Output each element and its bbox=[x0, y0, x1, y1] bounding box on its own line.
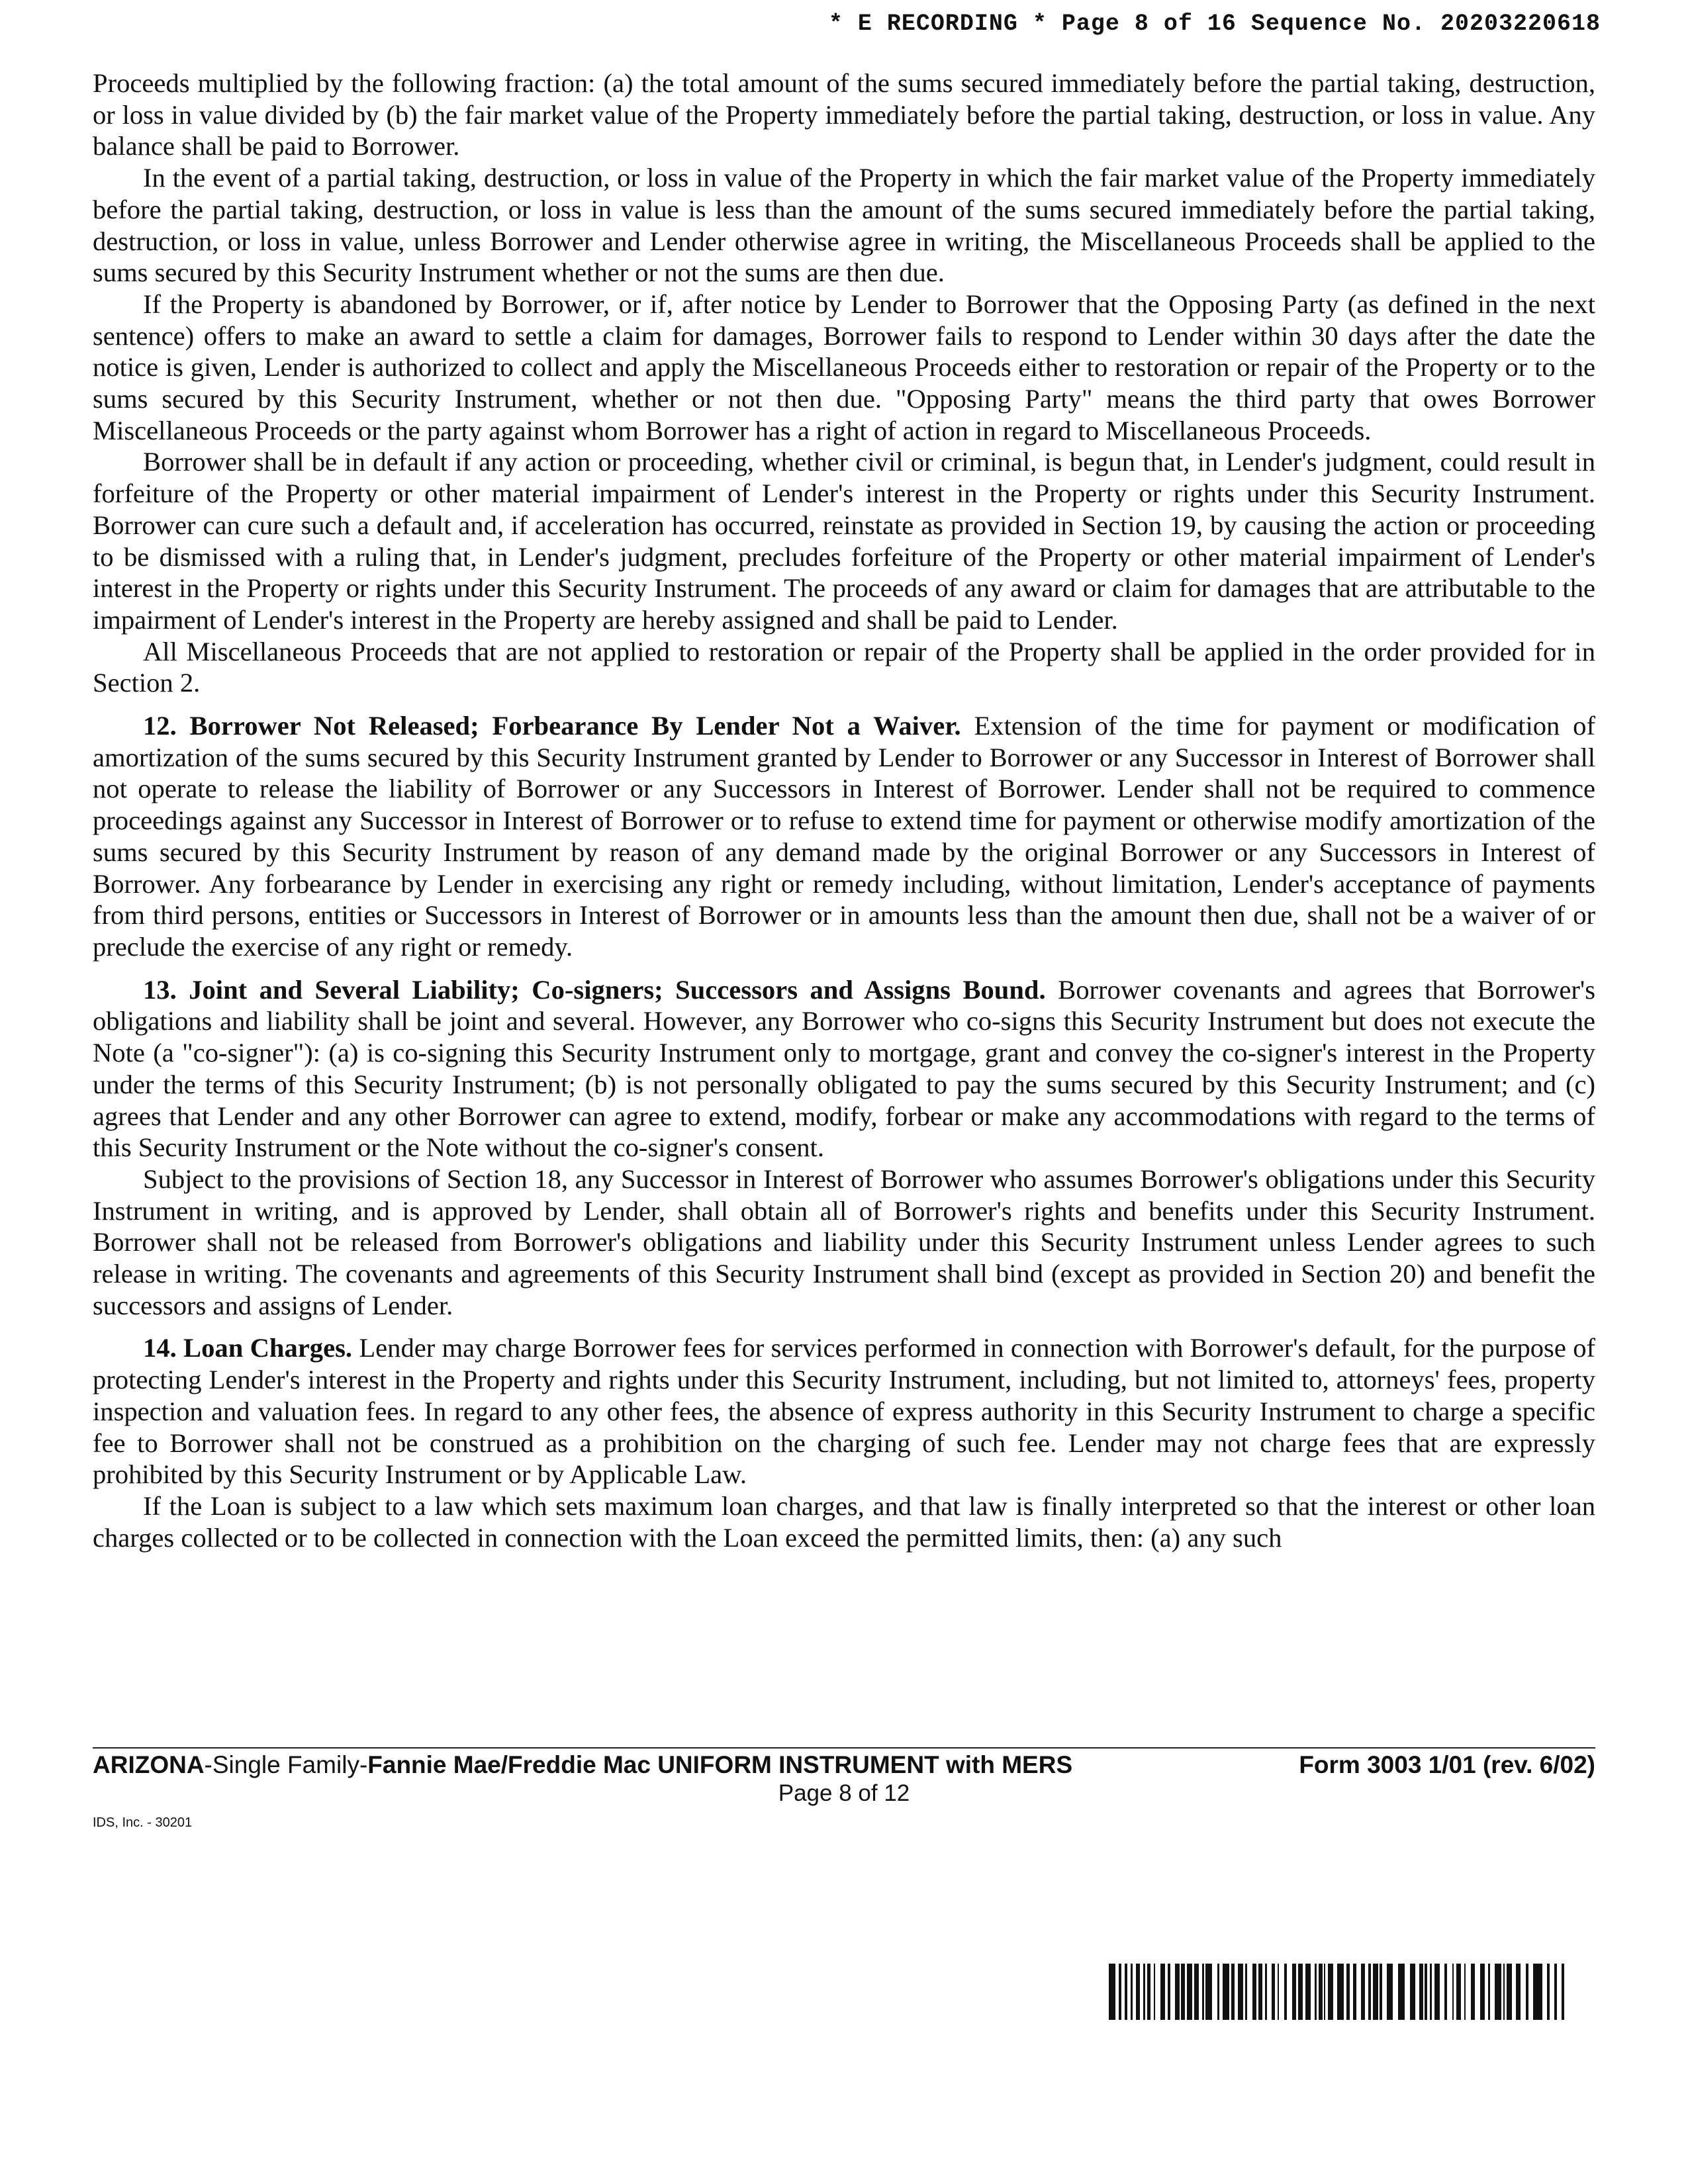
barcode-bar bbox=[1119, 1964, 1121, 2020]
footer-form-line bbox=[93, 1751, 1595, 1779]
barcode-bar bbox=[1471, 1964, 1475, 2020]
barcode-bar bbox=[1562, 1964, 1564, 2020]
barcode-bar bbox=[1488, 1964, 1490, 2020]
barcode-bar bbox=[1319, 1964, 1323, 2020]
barcode-bar bbox=[1324, 1964, 1325, 2020]
section-13-heading: 13. Joint and Several Liability; Co-signers; Successors and Assigns Bound. bbox=[143, 974, 1046, 1005]
section-13 bbox=[93, 974, 1595, 1163]
document-body bbox=[93, 68, 1595, 1553]
barcode-bar bbox=[1368, 1964, 1371, 2020]
barcode-bar bbox=[1554, 1964, 1557, 2020]
barcode-bar bbox=[1245, 1964, 1247, 2020]
recording-header: * E RECORDING * Page 8 of 16 Sequence No. 20203220618 bbox=[828, 11, 1601, 37]
barcode-bar bbox=[1410, 1964, 1415, 2020]
barcode-bar bbox=[1425, 1964, 1427, 2020]
barcode-bar bbox=[1503, 1964, 1505, 2020]
barcode-bar bbox=[1328, 1964, 1333, 2020]
barcode-bar bbox=[1434, 1964, 1440, 2020]
barcode-bar bbox=[1380, 1964, 1382, 2020]
barcode-bar bbox=[1444, 1964, 1447, 2020]
barcode-bar bbox=[1131, 1964, 1133, 2020]
barcode-bar bbox=[1265, 1964, 1267, 2020]
footer-family: -Single Family- bbox=[204, 1751, 368, 1778]
barcode-bar bbox=[1109, 1964, 1115, 2020]
barcode-bar bbox=[1346, 1964, 1350, 2020]
barcode-bar bbox=[1516, 1964, 1521, 2020]
barcode-bar bbox=[1231, 1964, 1235, 2020]
section-12-heading: 12. Borrower Not Released; Forbearance By Lender Not a Waiver. bbox=[143, 711, 961, 741]
barcode-bar bbox=[1315, 1964, 1317, 2020]
paragraph-abandoned-property: If the Property is abandoned by Borrower, or if, after notice by Lender to Borrower that the Opposing Party (as defined in the next sentence) offers to make an award to settle a claim for damages, Borrower fails to respond to Lender within 30 days after the date the notice is given, Lender is authorized to collect and apply the Miscellaneous Proceeds either to restoration or repair of the Property or to the sums secured by this Security Instrument, whether or not then due. "Opposing Party" means the third party that owes Borrower Miscellaneous Proceeds or the party against whom Borrower has a right of action in regard to Miscellaneous Proceeds. bbox=[93, 289, 1595, 445]
section-14-paragraph-2: If the Loan is subject to a law which sets maximum loan charges, and that law is finally interpreted so that the interest or other loan charges collected or to be collected in connection with the Loan exceed the permitted limits, then: (a) any such bbox=[93, 1490, 1595, 1553]
footer-form-number: Form 3003 1/01 (rev. 6/02) bbox=[1299, 1751, 1595, 1778]
ids-label: IDS, Inc. - 30201 bbox=[93, 1815, 193, 1830]
barcode-bar bbox=[1298, 1964, 1303, 2020]
barcode-bar bbox=[1305, 1964, 1311, 2020]
barcode-bar bbox=[1464, 1964, 1466, 2020]
barcode-bar bbox=[1526, 1964, 1528, 2020]
paragraph-miscellaneous-proceeds: All Miscellaneous Proceeds that are not applied to restoration or repair of the Property shall be applied in the order provided for in Section 2. bbox=[93, 636, 1595, 698]
barcode-bar bbox=[1160, 1964, 1165, 2020]
barcode-bar bbox=[1278, 1964, 1279, 2020]
barcode-bar bbox=[1292, 1964, 1296, 2020]
barcode-bar bbox=[1194, 1964, 1199, 2020]
section-12 bbox=[93, 710, 1595, 963]
barcode-bar bbox=[1353, 1964, 1356, 2020]
barcode-bar bbox=[1373, 1964, 1378, 2020]
barcode-bar bbox=[1175, 1964, 1180, 2020]
barcode-bar bbox=[1136, 1964, 1140, 2020]
barcode-bar bbox=[1337, 1964, 1344, 2020]
barcode-bar bbox=[1361, 1964, 1365, 2020]
barcode-icon bbox=[1109, 1964, 1585, 2020]
footer-divider bbox=[93, 1747, 1595, 1749]
barcode-bar bbox=[1507, 1964, 1512, 2020]
barcode-bar bbox=[1181, 1964, 1185, 2020]
barcode-bar bbox=[1125, 1964, 1127, 2020]
section-12-text: Extension of the time for payment or modification of amortization of the sums secured by this Security Instrument granted by Lender to Borrower or any Successor in Interest of Borrower shall not operate to release the liability of Borrower or any Successors in Interest of Borrower. Lender shall not be required to commence proceedings against any Successor in Interest of Borrower or to refuse to extend time for payment or otherwise modify amortization of the sums secured by this Security Instrument by reason of any demand made by the original Borrower or any Successors in Interest of Borrower. Any forbearance by Lender in exercising any right or remedy including, without limitation, Lender's acceptance of payments from third persons, entities or Successors in Interest of Borrower or in amounts less than the amount then due, shall not be a waiver of or preclude the exercise of any right or remedy. bbox=[93, 711, 1595, 962]
barcode-bar bbox=[1452, 1964, 1454, 2020]
barcode-bar bbox=[1398, 1964, 1405, 2020]
paragraph-partial-taking: In the event of a partial taking, destruction, or loss in value of the Property in which the fair market value of the Property immediately before the partial taking, destruction, or loss in value is less than the amount of the sums secured immediately before the partial taking, destruction, or loss in value, unless Borrower and Lender otherwise agree in writing, the Miscellaneous Proceeds shall be applied to the sums secured by this Security Instrument whether or not the sums are then due. bbox=[93, 163, 1595, 288]
barcode-bar bbox=[1419, 1964, 1423, 2020]
paragraph-default-action: Borrower shall be in default if any action or proceeding, whether civil or criminal, is begun that, in Lender's judgment, could result in forfeiture of the Property or other material impairment of Lender's interest in the Property or rights under this Security Instrument. Borrower can cure such a default and, if acceleration has occurred, reinstate as provided in Section 19, by causing the action or proceeding to be dismissed with a ruling that, in Lender's judgment, precludes forfeiture of the Property or other material impairment of Lender's interest in the Property or rights under this Security Instrument. The proceeds of any award or claim for damages that are attributable to the impairment of Lender's interest in the Property are hereby assigned and shall be paid to Lender. bbox=[93, 447, 1595, 635]
barcode-bar bbox=[1284, 1964, 1287, 2020]
barcode-bar bbox=[1547, 1964, 1550, 2020]
barcode-bar bbox=[1154, 1964, 1155, 2020]
barcode-bar bbox=[1480, 1964, 1485, 2020]
barcode-bar bbox=[1168, 1964, 1170, 2020]
barcode-bar bbox=[1456, 1964, 1461, 2020]
footer-state: ARIZONA bbox=[93, 1751, 205, 1778]
barcode-bar bbox=[1258, 1964, 1262, 2020]
barcode-bar bbox=[1143, 1964, 1145, 2020]
section-13-paragraph-2: Subject to the provisions of Section 18, any Successor in Interest of Borrower who assumes Borrower's obligations under this Security Instrument in writing, and is approved by Lender, shall obtain all of Borrower's rights and benefits under this Security Instrument. Borrower shall not be released from Borrower's obligations and liability under this Security Instrument unless Lender agrees to such release in writing. The covenants and agreements of this Security Instrument shall bind (except as provided in Section 20) and benefit the successors and assigns of Lender. bbox=[93, 1163, 1595, 1320]
barcode-bar bbox=[1223, 1964, 1229, 2020]
barcode-bar bbox=[1202, 1964, 1204, 2020]
section-13-text: Borrower covenants and agrees that Borrower's obligations and liability shall be joint and several. However, any Borrower who co-signs this Security Instrument but does not execute the Note (a "co-signer"): (a) is co-signing this Security Instrument only to mortgage, grant and convey the co-signer's interest in the Property under the terms of this Security Instrument; (b) is not personally obligated to pay the sums secured by this Security Instrument; and (c) agrees that Lender and any other Borrower can agree to extend, modify, forbear or make any accommodations with regard to the terms of this Security Instrument or the Note without the co-signer's consent. bbox=[93, 974, 1595, 1163]
paragraph-proceeds-fraction: Proceeds multiplied by the following fraction: (a) the total amount of the sums secured immediately before the partial taking, destruction, or loss in value divided by (b) the fair market value of the Property immediately before the partial taking, destruction, or loss in value. Any balance shall be paid to Borrower. bbox=[93, 68, 1595, 161]
barcode-bar bbox=[1205, 1964, 1212, 2020]
barcode-bar bbox=[1387, 1964, 1393, 2020]
barcode-bar bbox=[1533, 1964, 1542, 2020]
page-number: Page 8 of 12 bbox=[778, 1780, 910, 1806]
barcode-bar bbox=[1252, 1964, 1256, 2020]
section-14 bbox=[93, 1332, 1595, 1490]
barcode-bar bbox=[1495, 1964, 1501, 2020]
barcode-bar bbox=[1187, 1964, 1192, 2020]
section-14-heading: 14. Loan Charges. bbox=[143, 1333, 353, 1363]
barcode-bar bbox=[1147, 1964, 1150, 2020]
section-14-text: Lender may charge Borrower fees for services performed in connection with Borrower's default, for the purpose of protecting Lender's interest in the Property and rights under this Security Instrument, including, but not limited to, attorneys' fees, property inspection and valuation fees. In regard to any other fees, the absence of express authority in this Security Instrument to charge a specific fee to Borrower shall not be construed as a prohibition on the charging of such fee. Lender may not charge fees that are expressly prohibited by this Security Instrument or by Applicable Law. bbox=[93, 1333, 1595, 1490]
barcode-bar bbox=[1238, 1964, 1243, 2020]
barcode-bar bbox=[1272, 1964, 1275, 2020]
barcode-bar bbox=[1217, 1964, 1219, 2020]
footer-instrument: Fannie Mae/Freddie Mac UNIFORM INSTRUMENT with MERS bbox=[367, 1751, 1073, 1778]
barcode-bar bbox=[1430, 1964, 1432, 2020]
